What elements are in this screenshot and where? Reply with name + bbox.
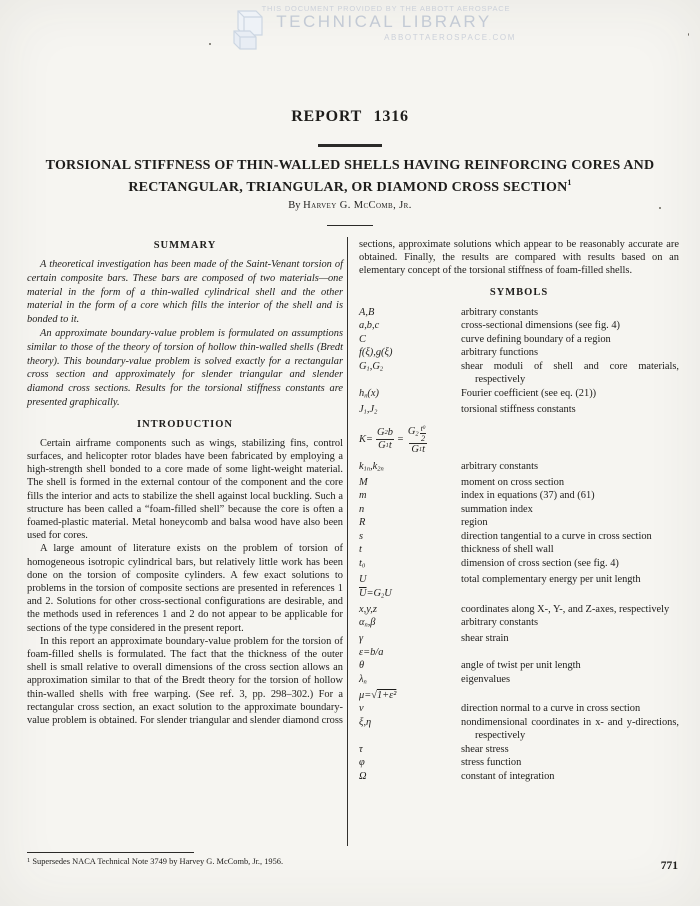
symbol-row bbox=[359, 557, 679, 573]
symbol-row bbox=[359, 503, 679, 517]
symbol: C bbox=[359, 333, 366, 345]
symbol: αn,β bbox=[359, 617, 376, 629]
k-equation bbox=[359, 424, 679, 456]
symbol: U bbox=[359, 574, 367, 586]
symbol-row bbox=[359, 360, 679, 387]
symbol: G1,G2 bbox=[359, 360, 384, 373]
symbol: n bbox=[359, 503, 365, 515]
symbol: x,y,z bbox=[359, 603, 377, 615]
author-name: Harvey G. McComb, Jr. bbox=[303, 200, 412, 211]
symbol: γ bbox=[359, 633, 364, 645]
symbol-definition: curve defining boundary of a region bbox=[461, 333, 611, 345]
summary-section bbox=[27, 240, 343, 410]
symbol: ε=b/a bbox=[359, 646, 384, 658]
introduction-paragraph: A large amount of literature exists on the problem of torsion of homogeneous isotropic cylindrical bars, but relatively little work has been done on the torsion of composite cylinders. A few exact solutions to problems in the torsion of composite sections are presented in references 1 and 2. Solutions for other cross-sectional configurations are desirable, and the methods used in references 1 and 2 do not appear to be applicable for sections of the type considered in the present report. bbox=[27, 543, 343, 634]
symbol: a,b,c bbox=[359, 320, 380, 332]
symbol-row bbox=[359, 770, 679, 784]
symbol-row bbox=[359, 403, 679, 419]
symbol: μ=√1+ε² bbox=[359, 689, 397, 701]
page-number: 771 bbox=[660, 860, 678, 872]
symbols-list bbox=[359, 306, 679, 784]
introduction-paragraph: In this report an approximate boundary-value problem for the torsion of foam-filled shells is formulated. The fact that the thickness of the outer shell is small relative to overall dimensions of the cross section allows an approximation similar to that of the Bredt theory for the torsion of hollow thin-walled shells with free warping. (See ref. 3, pp. 298–302.) For a rectangular cross section, an exact solution to the approximate boundary-value problem is obtained. For slender triangular and slender diamond cross bbox=[27, 635, 343, 727]
column-divider bbox=[347, 237, 348, 846]
symbol-definition: index in equations (37) and (61) bbox=[461, 490, 595, 502]
symbols-group-a bbox=[359, 306, 679, 419]
symbol-row bbox=[359, 476, 679, 490]
symbol: $\overline{U}=G2U$ bbox=[359, 587, 392, 600]
symbols-heading: SYMBOLS bbox=[489, 286, 549, 298]
report-title bbox=[0, 157, 700, 196]
symbol-definition: shear strain bbox=[461, 633, 509, 645]
symbol-row bbox=[359, 603, 679, 617]
right-column bbox=[359, 238, 679, 783]
symbol-row bbox=[359, 616, 679, 632]
title-rule bbox=[318, 144, 382, 147]
symbol-row bbox=[359, 659, 679, 673]
scan-speck bbox=[209, 43, 211, 45]
symbol-definition: constant of integration bbox=[461, 770, 555, 782]
symbol-row bbox=[359, 530, 679, 544]
watermark-provided-line: THIS DOCUMENT PROVIDED BY THE ABBOTT AEROSPACE bbox=[261, 4, 511, 13]
symbol: λn bbox=[359, 673, 367, 686]
watermark-library-title: TECHNICAL LIBRARY bbox=[276, 12, 492, 31]
symbol: t bbox=[359, 544, 362, 556]
symbol: s bbox=[359, 530, 364, 542]
symbol-definition: nondimensional coordinates in x- and y-directions, respectively bbox=[461, 716, 679, 742]
symbol: θ bbox=[359, 660, 365, 672]
report-title-line1: TORSIONAL STIFFNESS OF THIN-WALLED SHELLS HAVING REINFORCING CORES AND bbox=[45, 158, 655, 173]
k-equation-fraction-1: G 2 b G 1 t bbox=[376, 427, 393, 452]
footnote bbox=[27, 857, 357, 866]
symbol-row bbox=[359, 632, 679, 646]
symbol-definition: total complementary energy per unit length bbox=[461, 574, 641, 586]
symbol-definition: dimension of cross section (see fig. 4) bbox=[461, 557, 619, 569]
symbols-group-b bbox=[359, 460, 679, 784]
left-column bbox=[27, 240, 343, 727]
report-title-line2: RECTANGULAR, TRIANGULAR, OR DIAMOND CROSS SECTION bbox=[128, 180, 568, 195]
k-equation-nested-fraction: t 0 2 bbox=[420, 423, 426, 443]
symbol-row bbox=[359, 673, 679, 689]
symbol-row bbox=[359, 689, 679, 703]
symbol: φ bbox=[359, 757, 365, 769]
report-number: REPORT 1316 bbox=[291, 108, 409, 125]
summary-paragraph: An approximate boundary-value problem is formulated on assumptions similar to those of the theory of torsion of hollow thin-walled shells (Bredt theory). This boundary-value problem is solved exactly for a rectangular cross section and approximately for slender triangular and slender diamond cross sections. Results for the torsional stiffness constants are presented graphically. bbox=[27, 327, 343, 408]
symbol: τ bbox=[359, 743, 363, 755]
symbol-row bbox=[359, 319, 679, 333]
symbol-row bbox=[359, 333, 679, 347]
symbol-definition: arbitrary constants bbox=[461, 306, 539, 318]
symbol: f(ξ),g(ξ) bbox=[359, 347, 393, 359]
summary-heading: SUMMARY bbox=[153, 240, 217, 251]
symbol-row bbox=[359, 702, 679, 716]
footnote-text: Supersedes NACA Technical Note 3749 by Harvey G. McComb, Jr., 1956. bbox=[30, 857, 284, 866]
symbol-definition: arbitrary functions bbox=[461, 347, 539, 359]
symbol-definition: cross-sectional dimensions (see fig. 4) bbox=[461, 320, 620, 332]
k-equation-fraction-2: G2 t 0 2 G 1 t bbox=[407, 423, 426, 455]
title-footnote-mark: 1 bbox=[567, 178, 572, 187]
symbol-row bbox=[359, 306, 679, 320]
symbol-definition: shear stress bbox=[461, 743, 509, 755]
symbol-row bbox=[359, 346, 679, 360]
symbol-row bbox=[359, 543, 679, 557]
symbol-row bbox=[359, 387, 679, 403]
symbol-row bbox=[359, 489, 679, 503]
symbol: m bbox=[359, 490, 367, 502]
summary-paragraph: A theoretical investigation has been made of the Saint-Venant torsion of certain composite bars. These bars are composed of two materials—one material in the form of a thin-walled cylindrical shell and the other material in the form of a core which fills the interior of the shell and is bonded to it. bbox=[27, 259, 343, 326]
symbol: ξ,η bbox=[359, 716, 372, 728]
symbol: ν bbox=[359, 703, 364, 715]
introduction-heading: INTRODUCTION bbox=[136, 418, 233, 430]
symbol-definition: arbitrary constants bbox=[461, 460, 539, 472]
watermark-site-url: ABBOTTAEROSPACE.COM bbox=[384, 33, 516, 42]
symbol: J1,J2 bbox=[359, 403, 378, 416]
symbol-definition: arbitrary constants bbox=[461, 617, 539, 629]
symbol-row bbox=[359, 516, 679, 530]
symbol-definition: thickness of shell wall bbox=[461, 544, 554, 556]
byline bbox=[0, 200, 700, 211]
k-equation-equals: = bbox=[396, 434, 404, 446]
symbol-definition: summation index bbox=[461, 503, 533, 515]
symbol-row bbox=[359, 587, 679, 603]
symbol-definition: coordinates along X-, Y-, and Z-axes, respectively bbox=[461, 603, 670, 615]
introduction-paragraph: Certain airframe components such as wings, stabilizing fins, control surfaces, and helicopter rotor blades have been fabricated by employing a high-strength shell bonded to a core made of some light-weight material. The shell is formed in the external contour of the component and the core fills the interior and acts to stabilize the shell against local buckling. Such a structure has been called a “foam-filled shell” because the core is often a foamed-plastic material. Metal honeycomb and balsa wood have also been used for cores. bbox=[27, 437, 343, 542]
symbol-row bbox=[359, 646, 679, 660]
symbol: M bbox=[359, 476, 368, 488]
symbol: hn(x) bbox=[359, 387, 379, 400]
symbol: A,B bbox=[359, 306, 375, 318]
symbol-definition: direction tangential to a curve in cross section bbox=[461, 530, 652, 542]
symbol-definition: eigenvalues bbox=[461, 673, 511, 685]
symbol-row bbox=[359, 716, 679, 743]
symbol-definition: region bbox=[461, 517, 488, 529]
symbol-row bbox=[359, 460, 679, 476]
k-equation-lhs: K= bbox=[359, 434, 373, 446]
symbol-definition: stress function bbox=[461, 757, 522, 769]
introduction-section bbox=[27, 419, 343, 727]
footnote-mark: 1 bbox=[27, 857, 31, 864]
symbol: t0 bbox=[359, 557, 366, 570]
symbol: R bbox=[359, 517, 366, 529]
symbol-definition: angle of twist per unit length bbox=[461, 660, 581, 672]
footnote-rule bbox=[27, 852, 194, 853]
scan-speck bbox=[688, 33, 689, 36]
symbol-row bbox=[359, 573, 679, 587]
symbol: Ω bbox=[359, 770, 367, 782]
symbol: k1n,k2n bbox=[359, 460, 384, 473]
symbol-row bbox=[359, 743, 679, 757]
symbol-definition: Fourier coefficient (see eq. (21)) bbox=[461, 387, 597, 399]
continuation-paragraph: sections, approximate solutions which appear to be reasonably accurate are obtained. Finally, the results are compared with results based on an elementary concept of the torsional stiffness of foam-filled shells. bbox=[359, 239, 679, 277]
byline-rule bbox=[327, 225, 373, 226]
byline-prefix: By bbox=[288, 200, 304, 211]
symbol-definition: torsional stiffness constants bbox=[461, 403, 576, 415]
symbol-definition: direction normal to a curve in cross section bbox=[461, 703, 641, 715]
symbol-definition: moment on cross section bbox=[461, 476, 565, 488]
symbol-row bbox=[359, 756, 679, 770]
symbol-definition: shear moduli of shell and core materials, respectively bbox=[461, 360, 679, 386]
